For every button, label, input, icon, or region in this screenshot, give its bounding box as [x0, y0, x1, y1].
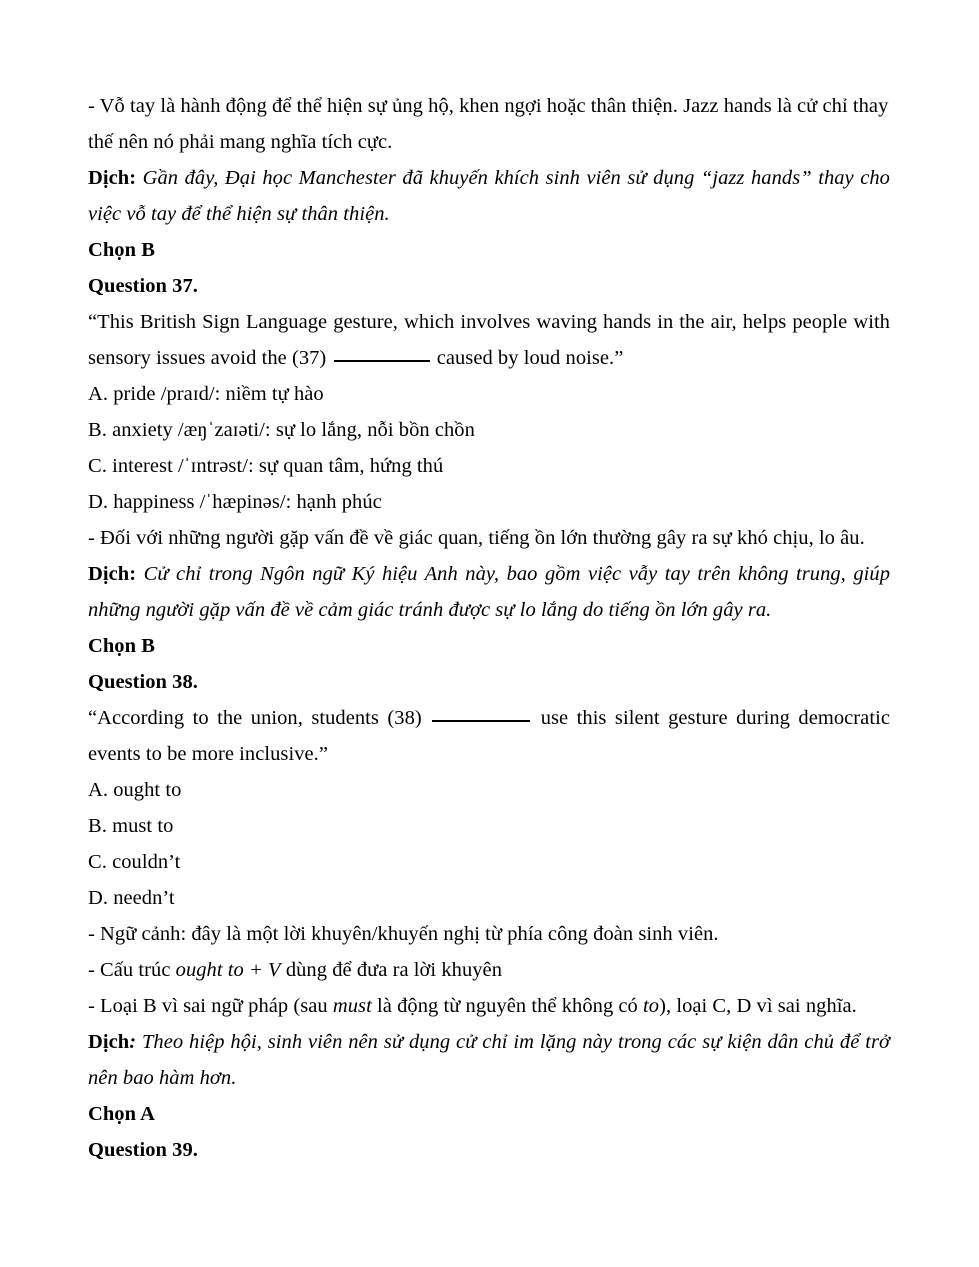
answer-blank-38: [432, 720, 530, 722]
explanation-part: - Cấu trúc: [88, 959, 176, 981]
explanation-part: - Loại B vì sai ngữ pháp (sau: [88, 995, 333, 1017]
paragraph-explanation: - Vỗ tay là hành động để thể hiện sự ủng hộ, khen ngợi hoặc thân thiện. Jazz hands là cử chỉ thay thế nên nó phải mang nghĩa tích cực.: [88, 95, 889, 153]
paragraph-translation: [88, 160, 890, 232]
explanation-part-italic: must: [332, 995, 372, 1017]
translation-label: Dịch:: [88, 563, 137, 585]
option-a-38: A. ought to: [88, 779, 182, 801]
question-heading-38: Question 38.: [88, 671, 198, 693]
question-heading-37: Question 37.: [88, 275, 198, 297]
explanation-part-italic: ought to + V: [175, 959, 281, 981]
document-body: [88, 88, 890, 1168]
translation-body: Gần đây, Đại học Manchester đã khuyến khích sinh viên sử dụng “jazz hands” thay cho việc vỗ tay để thể hiện sự thân thiện.: [88, 167, 890, 225]
translation-body: Cử chỉ trong Ngôn ngữ Ký hiệu Anh này, bao gồm việc vẫy tay trên không trung, giúp những người gặp vấn đề về cảm giác tránh được sự lo lắng do tiếng ồn lớn gây ra.: [88, 563, 890, 621]
translation-label: Dịch: [88, 1031, 130, 1053]
explanation-part: là động từ nguyên thể không có: [371, 995, 644, 1017]
stem-after: caused by loud noise.”: [436, 347, 624, 369]
option-d-38: D. needn’t: [88, 887, 175, 909]
option-c-38: C. couldn’t: [88, 851, 181, 873]
explanation-part: dùng để đưa ra lời khuyên: [280, 959, 503, 981]
paragraph-explanation-mixed: [88, 952, 890, 988]
explanation-part-italic: to: [643, 995, 660, 1017]
option-c-37: C. interest /ˈɪntrəst/: sự quan tâm, hứng thú: [88, 455, 444, 477]
translation-body: Theo hiệp hội, sinh viên nên sử dụng cử chỉ im lặng này trong các sự kiện dân chủ để trở nên bao hàm hơn.: [88, 1031, 890, 1089]
translation-label-colon: :: [129, 1031, 137, 1053]
question-stem-38: [88, 700, 890, 772]
answer-blank-37: [334, 360, 430, 362]
explanation-part: ), loại C, D vì sai nghĩa.: [659, 995, 857, 1017]
option-b-37: B. anxiety /æŋˈzaɪəti/: sự lo lắng, nỗi bồn chồn: [88, 419, 475, 441]
answer-choice: Chọn A: [88, 1103, 155, 1125]
question-heading-39: Question 39.: [88, 1139, 198, 1161]
option-a-37: A. pride /praɪd/: niềm tự hào: [88, 383, 324, 405]
option-b-38: B. must to: [88, 815, 174, 837]
paragraph-explanation-mixed: [88, 988, 890, 1024]
stem-after: use this silent gesture during democratic events to be more inclusive.”: [88, 707, 890, 765]
option-d-37: D. happiness /ˈhæpinəs/: hạnh phúc: [88, 491, 382, 513]
answer-choice: Chọn B: [88, 239, 155, 261]
stem-before: “This British Sign Language gesture, which involves waving hands in the air, helps people with sensory issues avoid the (37): [88, 311, 890, 369]
paragraph-translation: [88, 1024, 890, 1096]
question-stem-37: [88, 304, 890, 376]
translation-label: Dịch:: [88, 167, 137, 189]
paragraph-translation: [88, 556, 890, 628]
paragraph-explanation: - Ngữ cảnh: đây là một lời khuyên/khuyến nghị từ phía công đoàn sinh viên.: [88, 923, 719, 945]
paragraph-explanation: - Đối với những người gặp vấn đề về giác quan, tiếng ồn lớn thường gây ra sự khó chịu, lo âu.: [88, 527, 865, 549]
answer-choice: Chọn B: [88, 635, 155, 657]
stem-before: “According to the union, students (38): [88, 707, 422, 729]
